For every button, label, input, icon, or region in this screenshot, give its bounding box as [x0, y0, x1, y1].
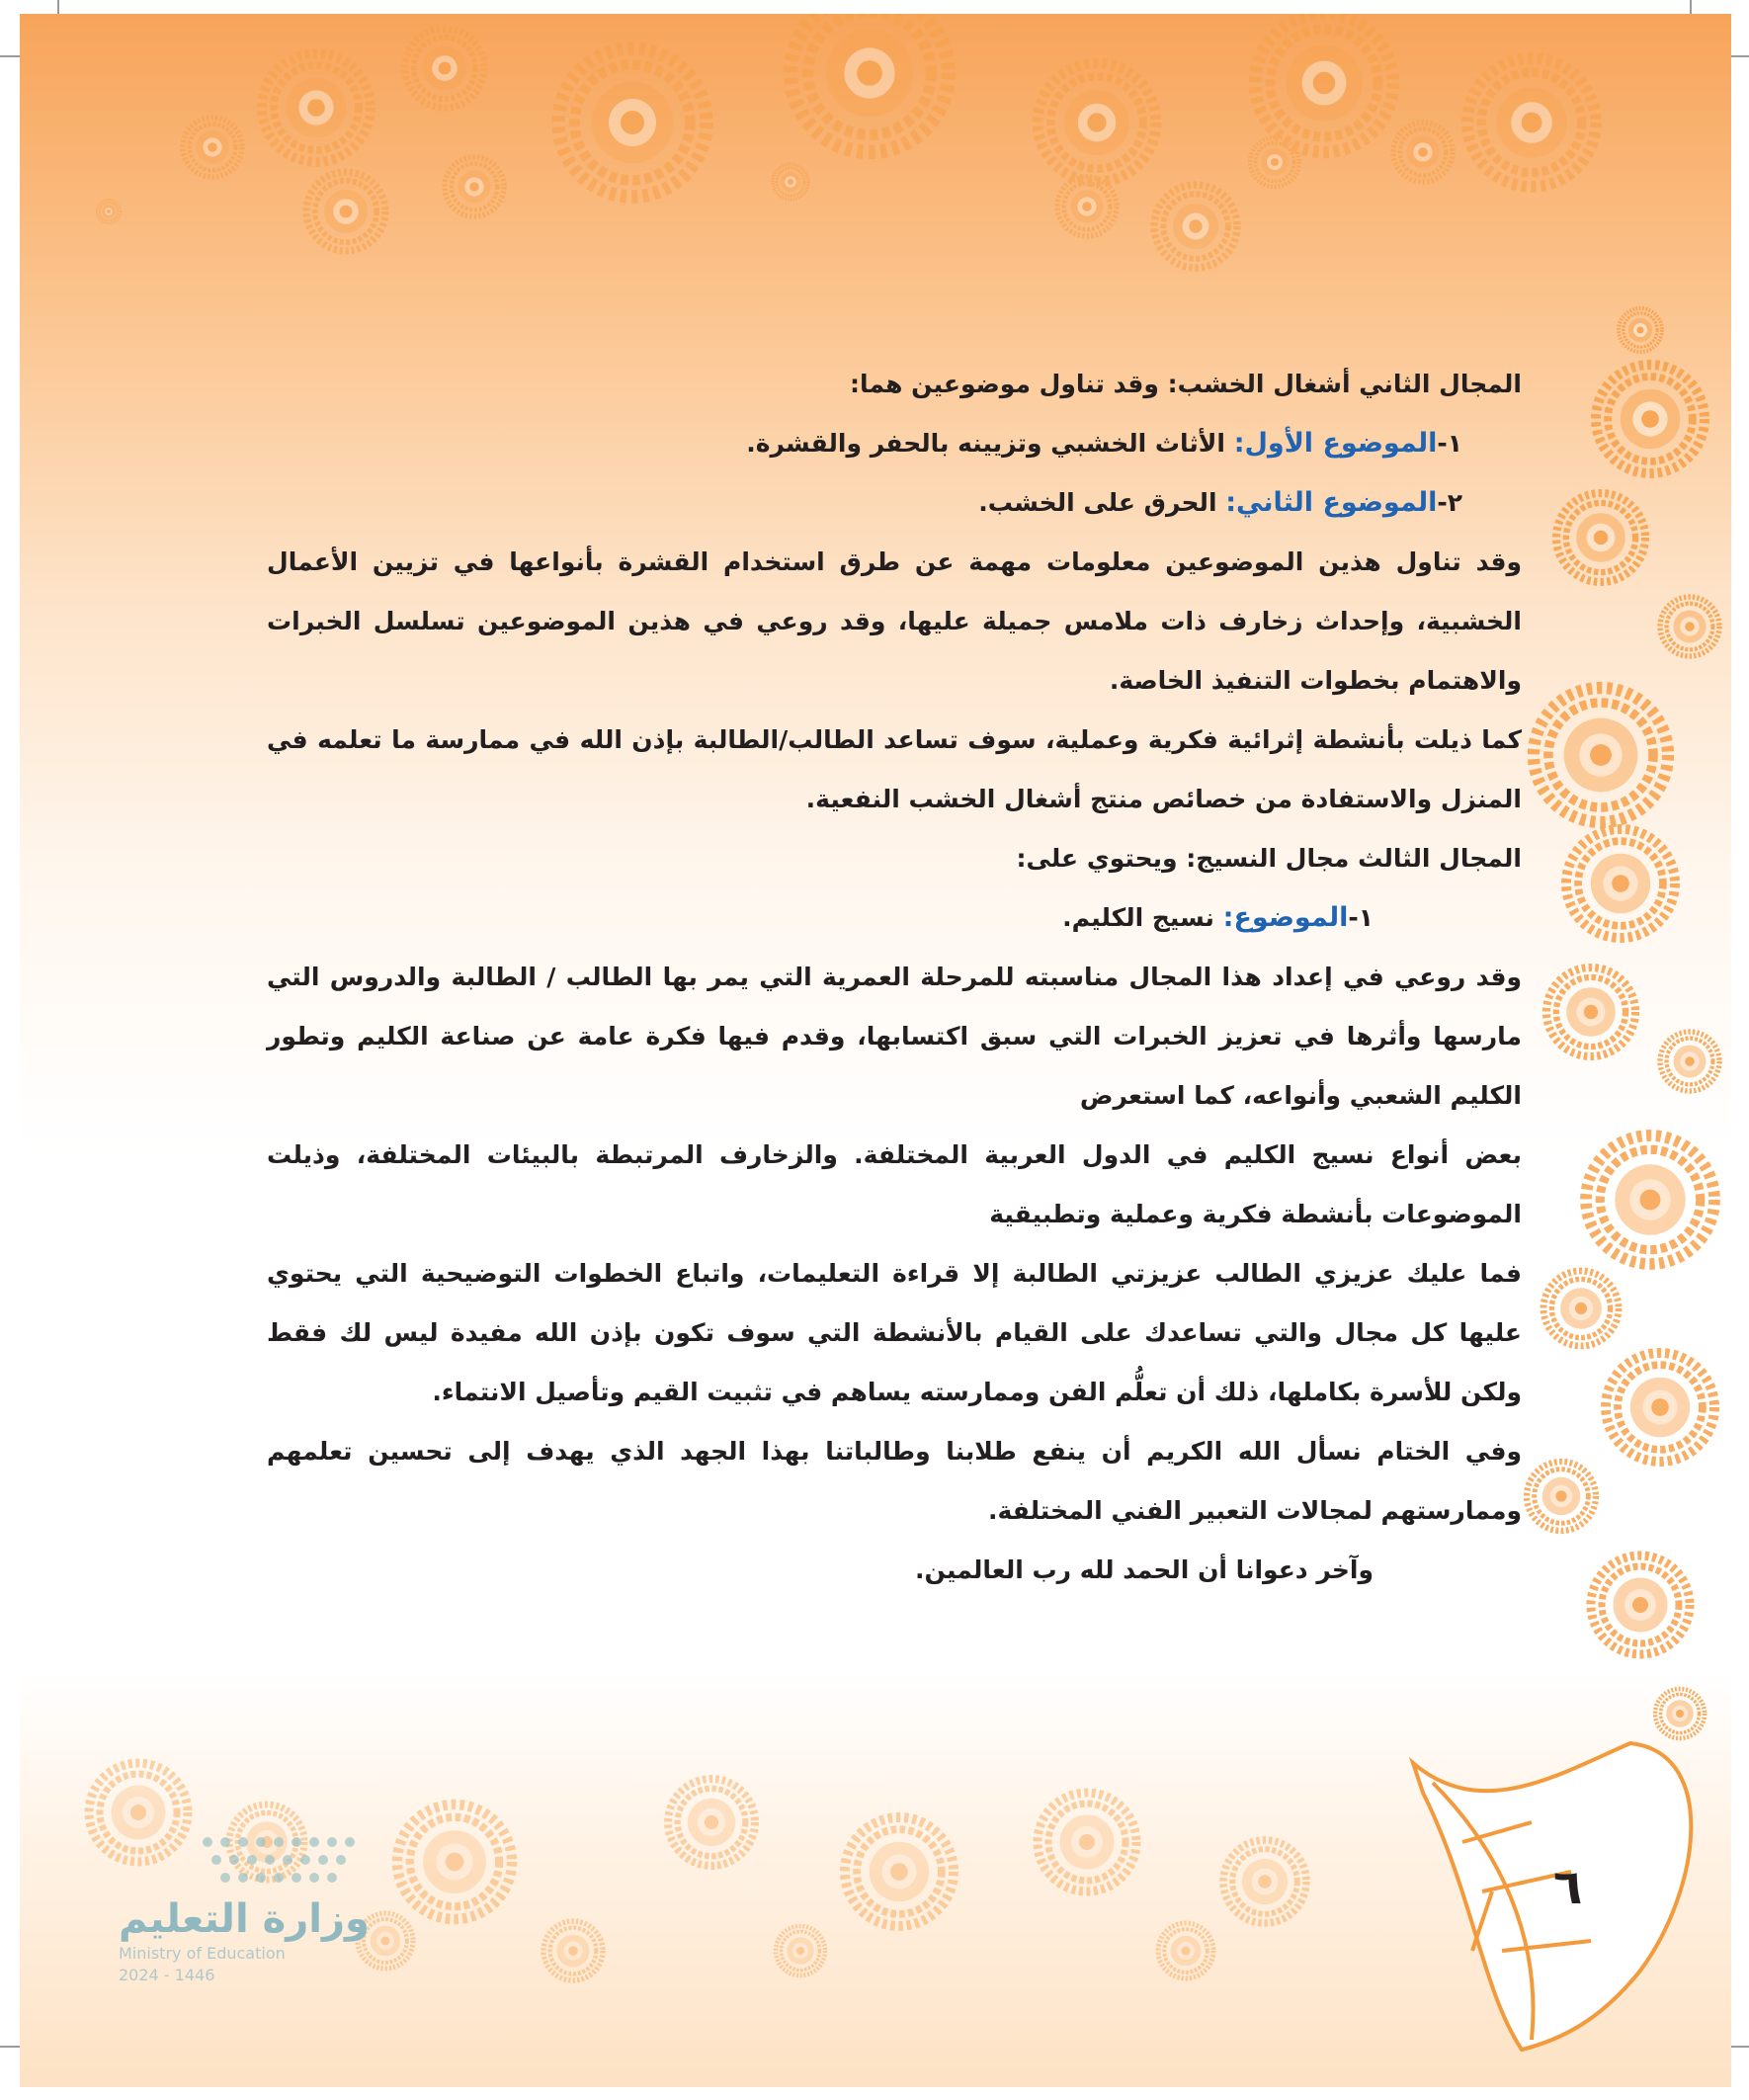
paragraph: وفي الختام نسأل الله الكريم أن ينفع طلابنا وطالباتنا بهذا الجهد الذي يهدف إلى تحسين تعلمهم وممارستهم لمجالات التعبير الفني المختلفة.: [267, 1437, 1522, 1525]
leaf-icon: [1413, 1743, 1691, 2050]
page: [20, 14, 1731, 2087]
ministry-logo: [99, 1832, 385, 1990]
topic-text: الأثاث الخشبي وتزيينه بالحفر والقشرة.: [746, 429, 1225, 458]
crop-mark: [1690, 0, 1692, 14]
list-number: ١-: [1348, 903, 1374, 932]
logo-year: 2024 - 1446: [119, 1966, 215, 1984]
document-body: [267, 355, 1522, 1600]
topic-label: الموضوع الأول:: [1233, 428, 1438, 459]
logo-arabic: وزارة التعليم: [119, 1896, 370, 1942]
crop-mark: [57, 0, 59, 14]
logo-english: Ministry of Education: [119, 1944, 286, 1963]
topic-text: الحرق على الخشب.: [978, 488, 1217, 517]
paragraph: وقد تناول هذين الموضوعين معلومات مهمة عن طرق استخدام القشرة بأنواعها في تزيين الأعمال الخشبية، وإحداث زخارف ذات ملامس جميلة عليها، وقد روعي في هذين الموضوعين تسلسل الخبرات والاهتمام بخطوات التنفيذ الخاصة.: [267, 547, 1522, 695]
crop-mark: [0, 2046, 20, 2048]
list-number: ١-: [1437, 429, 1462, 458]
closing-line: وآخر دعوانا أن الحمد لله رب العالمين.: [915, 1555, 1374, 1584]
crop-mark: [1731, 2046, 1749, 2048]
paragraph: المجال الثالث مجال النسيج: ويحتوي على:: [1016, 844, 1522, 873]
list-item: [267, 888, 1522, 948]
topic-text: نسيج الكليم.: [1062, 903, 1214, 932]
paragraph: فما عليك عزيزي الطالب عزيزتي الطالبة إلا قراءة التعليمات، واتباع الخطوات التوضيحية التي يحتوي عليها كل مجال والتي تساعدك على القيام بالأنشطة التي سوف تكون بإذن الله مفيدة ليس لك فقط ولكن للأسرة بكاملها، ذلك أن تعلُّم الفن وممارسته يساهم في تثبيت القيم وتأصيل الانتماء.: [267, 1259, 1522, 1406]
page-number: ٦: [1553, 1860, 1583, 1915]
paragraph: بعض أنواع نسيج الكليم في الدول العربية المختلفة. والزخارف المرتبطة بالبيئات المختلفة، وذيلت الموضوعات بأنشطة فكرية وعملية وتطبيقية: [267, 1140, 1522, 1228]
list-item: [267, 473, 1522, 533]
paragraph: المجال الثاني أشغال الخشب: وقد تناول موضوعين هما:: [850, 370, 1522, 398]
topic-label: الموضوع الثاني:: [1225, 487, 1438, 518]
list-number: ٢-: [1437, 488, 1462, 517]
logo-dots-icon: [198, 1832, 395, 1891]
paragraph: وقد روعي في إعداد هذا المجال مناسبته للمرحلة العمرية التي يمر بها الطالب / الطالبة والدروس التي مارسها وأثرها في تعزيز الخبرات التي سبق اكتسابها، وقدم فيها فكرة عامة عن صناعة الكليم وتطور الكليم الشعبي وأنواعه، كما استعرض: [267, 963, 1522, 1110]
list-item: [267, 414, 1522, 473]
paragraph: كما ذيلت بأنشطة إثرائية فكرية وعملية، سوف تساعد الطالب/الطالبة بإذن الله في ممارسة ما تعلمه في المنزل والاستفادة من خصائص منتج أشغال الخشب النفعية.: [267, 725, 1522, 813]
topic-label: الموضوع:: [1222, 902, 1349, 933]
